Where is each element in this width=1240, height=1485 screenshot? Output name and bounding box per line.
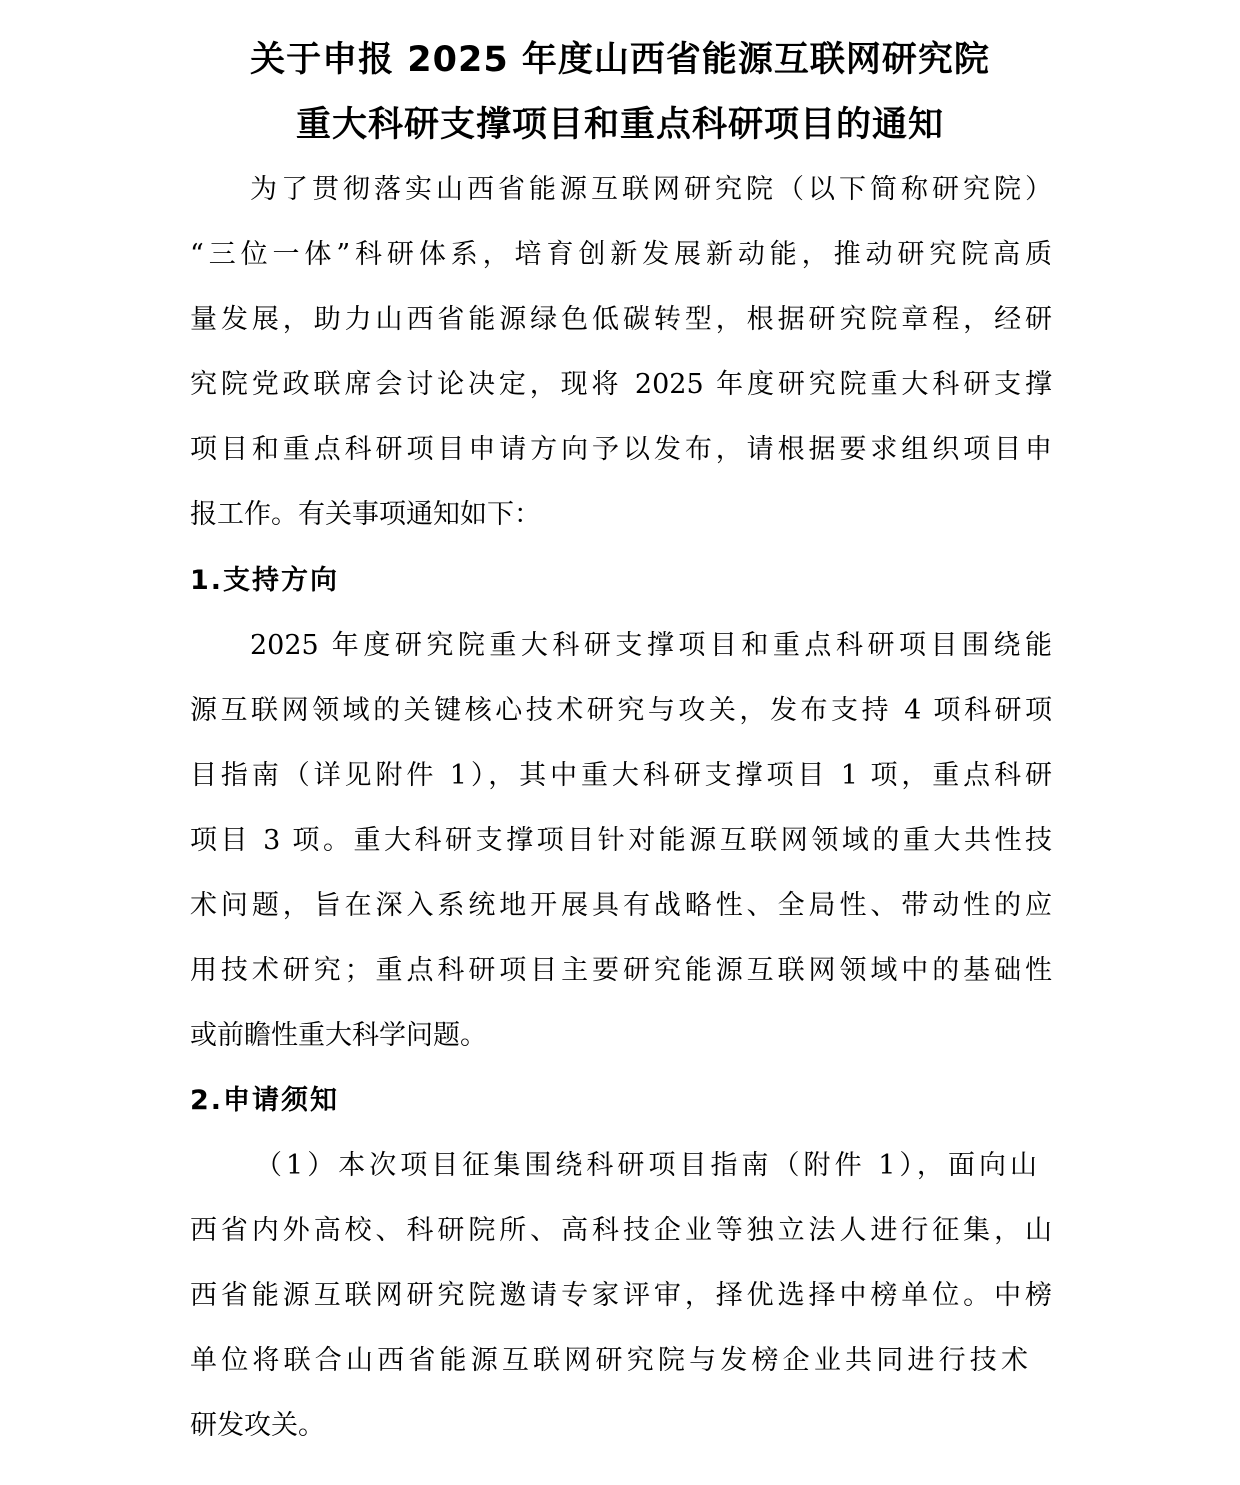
document-title-line-1: 关于申报 2025 年度山西省能源互联网研究院 [250,40,990,80]
section-2-line-5: 研发攻关。 [190,1410,325,1441]
intro-line-6: 报工作。有关事项通知如下： [190,499,541,530]
section-1-line-2: 源互联网领域的关键核心技术研究与攻关，发布支持 4 项科研项 [190,695,1052,726]
section-2-line-1: （1）本次项目征集围绕科研项目指南（附件 1），面向山 [255,1150,1037,1181]
intro-line-2: “三位一体”科研体系，培育创新发展新动能，推动研究院高质 [190,239,1052,270]
section-1-line-4: 项目 3 项。重大科研支撑项目针对能源互联网领域的重大共性技 [190,825,1052,856]
section-2-heading: 2.申请须知 [190,1085,340,1116]
intro-line-5: 项目和重点科研项目申请方向予以发布，请根据要求组织项目申 [190,434,1052,465]
section-1-heading: 1.支持方向 [190,565,340,596]
section-2-line-3: 西省能源互联网研究院邀请专家评审，择优选择中榜单位。中榜 [190,1280,1052,1311]
section-1-line-5: 术问题，旨在深入系统地开展具有战略性、全局性、带动性的应 [190,890,1052,921]
section-1-line-3: 目指南（详见附件 1），其中重大科研支撑项目 1 项，重点科研 [190,760,1052,791]
section-1-line-6: 用技术研究；重点科研项目主要研究能源互联网领域中的基础性 [190,955,1052,986]
intro-line-1: 为了贯彻落实山西省能源互联网研究院（以下简称研究院） [250,174,1052,205]
intro-line-4: 究院党政联席会讨论决定，现将 2025 年度研究院重大科研支撑 [190,369,1052,400]
section-2-line-2: 西省内外高校、科研院所、高科技企业等独立法人进行征集，山 [190,1215,1052,1246]
intro-line-3: 量发展，助力山西省能源绿色低碳转型，根据研究院章程，经研 [190,304,1052,335]
section-2-line-4: 单位将联合山西省能源互联网研究院与发榜企业共同进行技术 [190,1345,1028,1376]
document-title-line-2: 重大科研支撑项目和重点科研项目的通知 [295,105,944,145]
section-1-line-7: 或前瞻性重大科学问题。 [190,1020,487,1051]
section-1-line-1: 2025 年度研究院重大科研支撑项目和重点科研项目围绕能 [250,630,1052,661]
